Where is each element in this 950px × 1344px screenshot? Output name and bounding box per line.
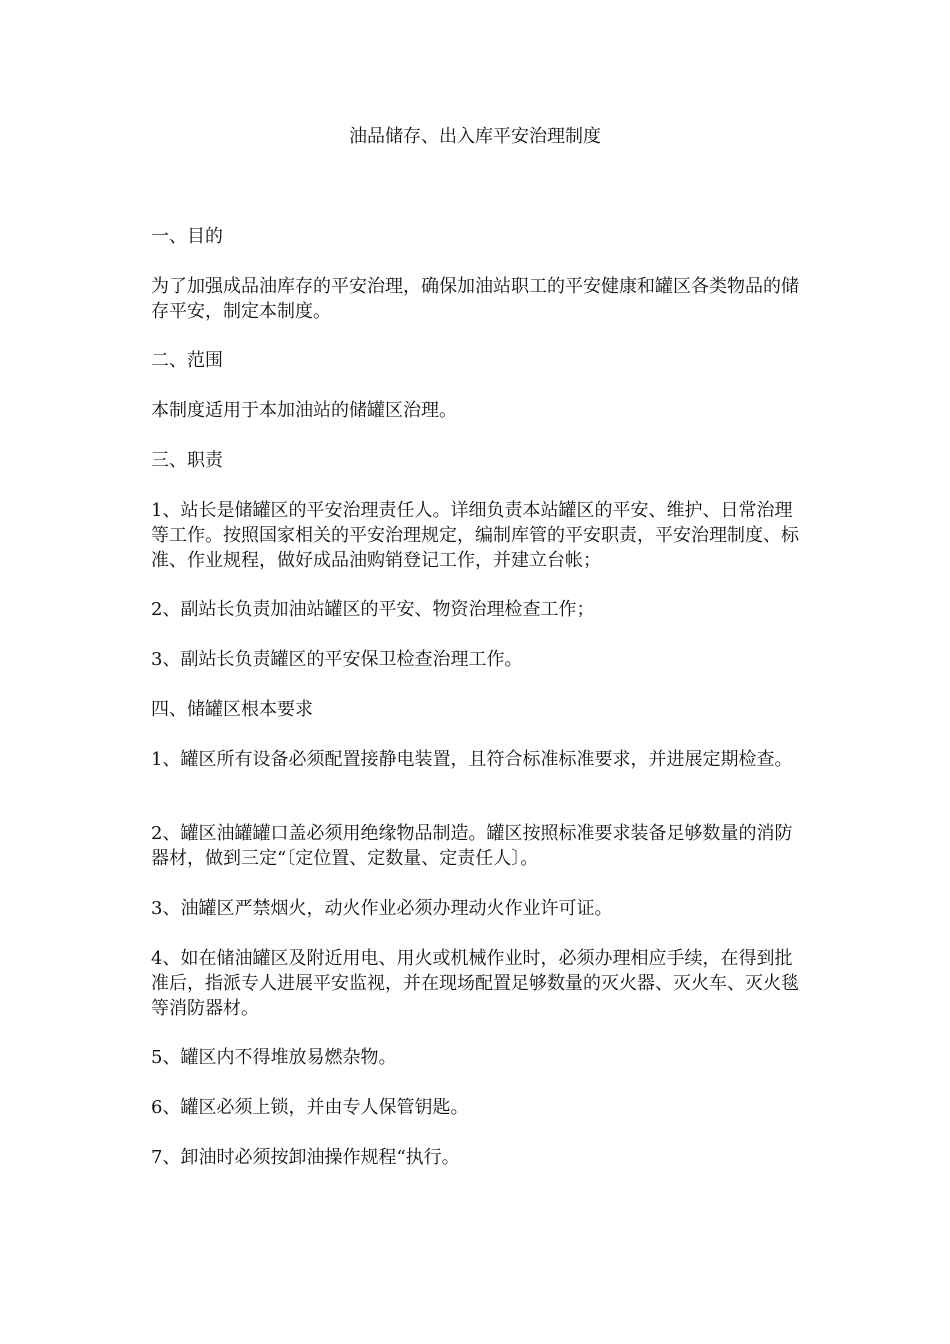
list-item-duty-1: 1、站长是储罐区的平安治理责任人。详细负责本站罐区的平安、维护、日常治理等工作。按照国家相关的平安治理规定，编制库管的平安职责，平安治理制度、标准、作业规程，做好成品油购销登记工作，并建立台帐；	[151, 500, 799, 571]
list-item-requirement-3: 3、油罐区严禁烟火，动火作业必须办理动火作业许可证。	[151, 898, 613, 919]
section-heading-duties: 三、职责	[151, 450, 223, 471]
section-heading-scope: 二、范围	[151, 350, 223, 371]
list-item-requirement-4: 4、如在储油罐区及附近用电、用火或机械作业时，必须办理相应手续，在得到批准后，指派专人进展平安监视，并在现场配置足够数量的灭火器、灭火车、灭火毯等消防器材。	[151, 948, 799, 1019]
section-heading-requirements: 四、储罐区根本要求	[151, 699, 313, 720]
list-item-requirement-7: 7、卸油时必须按卸油操作规程“执行。	[151, 1147, 460, 1168]
list-item-requirement-1: 1、罐区所有设备必须配置接静电装置，且符合标准标准要求，并进展定期检查。	[151, 749, 793, 770]
list-item-duty-3: 3、副站长负责罐区的平安保卫检查治理工作。	[151, 649, 523, 670]
paragraph-purpose: 为了加强成品油库存的平安治理，确保加油站职工的平安健康和罐区各类物品的储存平安，制定本制度。	[151, 276, 799, 322]
document-title: 油品储存、出入库平安治理制度	[349, 126, 601, 147]
list-item-requirement-6: 6、罐区必须上锁，并由专人保管钥匙。	[151, 1097, 469, 1118]
section-heading-purpose: 一、目的	[151, 226, 223, 247]
paragraph-scope: 本制度适用于本加油站的储罐区治理。	[151, 400, 457, 421]
list-item-duty-2: 2、副站长负责加油站罐区的平安、物资治理检查工作；	[151, 599, 595, 620]
list-item-requirement-5: 5、罐区内不得堆放易燃杂物。	[151, 1047, 397, 1068]
list-item-requirement-2: 2、罐区油罐罐口盖必须用绝缘物品制造。罐区按照标准要求装备足够数量的消防器材，做到三定“〔定位置、定数量、定责任人〕。	[151, 823, 793, 869]
